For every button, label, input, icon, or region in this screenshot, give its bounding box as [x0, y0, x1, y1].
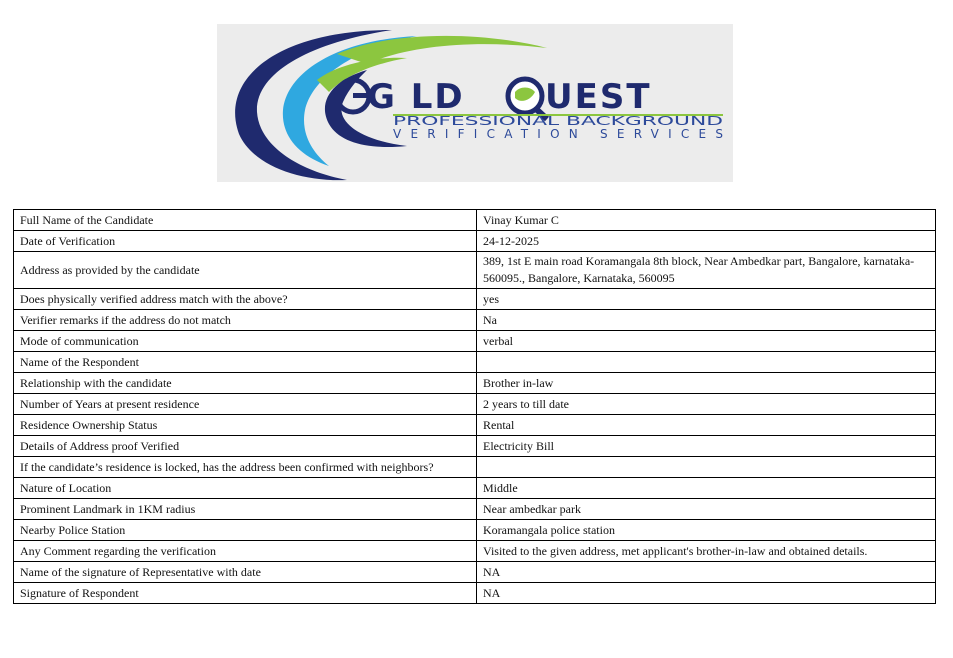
table-row [14, 289, 936, 310]
table-row [14, 352, 936, 373]
field-value: 2 years to till date [477, 394, 936, 415]
table-row [14, 252, 936, 289]
field-value: 389, 1st E main road Koramangala 8th block, Near Ambedkar part, Bangalore, karnataka-560095., Bangalore, Karnataka, 560095 [477, 252, 936, 289]
field-label: Does physically verified address match with the above? [14, 289, 477, 310]
field-value: Visited to the given address, met applicant's brother-in-law and obtained details. [477, 541, 936, 562]
field-value: Middle [477, 478, 936, 499]
field-label: Nature of Location [14, 478, 477, 499]
logo-swoosh-green [337, 36, 547, 64]
field-value: Na [477, 310, 936, 331]
table-row [14, 457, 936, 478]
logo-brand-left: G LD [367, 77, 465, 117]
table-row [14, 478, 936, 499]
field-label: Prominent Landmark in 1KM radius [14, 499, 477, 520]
goldquest-logo [217, 24, 733, 182]
field-label: Verifier remarks if the address do not match [14, 310, 477, 331]
field-label: Name of the signature of Representative with date [14, 562, 477, 583]
field-value: Vinay Kumar C [477, 210, 936, 231]
field-value: verbal [477, 331, 936, 352]
field-label: If the candidate’s residence is locked, has the address been confirmed with neighbors? [14, 457, 477, 478]
table-row [14, 373, 936, 394]
field-value: Electricity Bill [477, 436, 936, 457]
field-value [477, 352, 936, 373]
verification-table-body [14, 210, 936, 604]
field-value: Koramangala police station [477, 520, 936, 541]
table-row [14, 394, 936, 415]
field-value: Near ambedkar park [477, 499, 936, 520]
field-label: Mode of communication [14, 331, 477, 352]
table-row [14, 562, 936, 583]
table-row [14, 331, 936, 352]
field-value: Rental [477, 415, 936, 436]
field-label: Date of Verification [14, 231, 477, 252]
field-value: NA [477, 562, 936, 583]
logo-brand-right: UEST [545, 77, 652, 117]
table-row [14, 415, 936, 436]
table-row [14, 436, 936, 457]
field-label: Any Comment regarding the verification [14, 541, 477, 562]
field-label: Details of Address proof Verified [14, 436, 477, 457]
field-value: NA [477, 583, 936, 604]
field-label: Relationship with the candidate [14, 373, 477, 394]
field-label: Name of the Respondent [14, 352, 477, 373]
field-value: Brother in-law [477, 373, 936, 394]
field-label: Full Name of the Candidate [14, 210, 477, 231]
table-row [14, 499, 936, 520]
field-label: Residence Ownership Status [14, 415, 477, 436]
table-row [14, 210, 936, 231]
table-row [14, 583, 936, 604]
verification-table [13, 209, 936, 604]
field-label: Address as provided by the candidate [14, 252, 477, 289]
table-row [14, 310, 936, 331]
logo-tagline-2: VERIFICATION SERVICES [393, 127, 723, 141]
field-label: Number of Years at present residence [14, 394, 477, 415]
table-row [14, 541, 936, 562]
table-row [14, 231, 936, 252]
field-label: Nearby Police Station [14, 520, 477, 541]
field-value: yes [477, 289, 936, 310]
logo-graphic [217, 24, 733, 182]
field-label: Signature of Respondent [14, 583, 477, 604]
table-row [14, 520, 936, 541]
logo-tagline-1: PROFESSIONAL BACKGROUND [393, 114, 723, 128]
field-value: 24-12-2025 [477, 231, 936, 252]
field-value [477, 457, 936, 478]
